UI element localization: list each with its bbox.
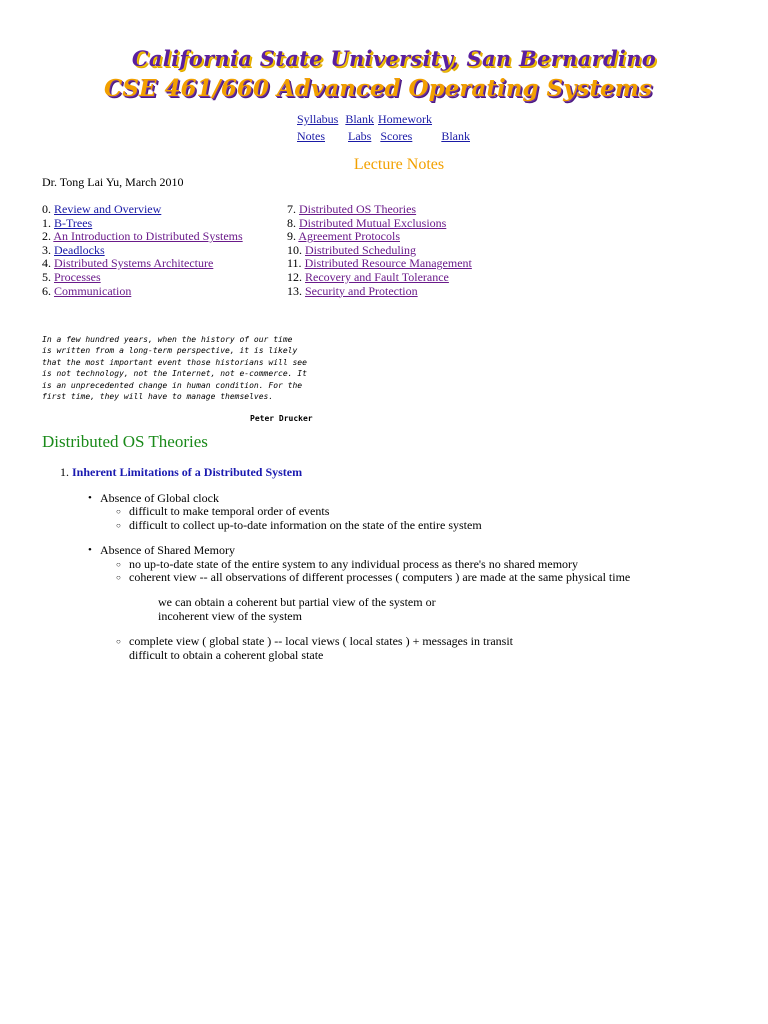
toc-left-column <box>42 203 243 298</box>
toc-item <box>42 230 243 244</box>
sub-list-item: ○ difficult to collect up-to-date information on the state of the entire system <box>88 519 630 532</box>
sub-list-item: ○ coherent view -- all observations of different processes ( computers ) are made at the same physical time <box>88 571 630 584</box>
quote-line: that the most important event those historians will see <box>42 357 307 367</box>
toc-num: 11. <box>287 256 302 271</box>
toc-link[interactable]: Distributed Scheduling <box>305 242 416 257</box>
toc-item <box>42 244 243 258</box>
course-title: CSE 461/660 Advanced Operating Systems <box>104 75 652 102</box>
toc-link[interactable]: Distributed Mutual Exclusions <box>299 215 447 230</box>
sub-list-item: ○ difficult to make temporal order of events <box>88 505 630 518</box>
toc-num: 10. <box>287 242 302 257</box>
university-title: California State University, San Bernardino <box>131 46 657 71</box>
quote-line: is an unprecedented change in human condition. For the <box>42 380 303 390</box>
content-list <box>88 492 630 662</box>
toc-num: 5. <box>42 269 51 284</box>
sub-list-item: ○ complete view ( global state ) -- local views ( local states ) + messages in transit <box>88 635 630 648</box>
toc-link[interactable]: Security and Protection <box>305 283 418 298</box>
toc-link[interactable]: Deadlocks <box>54 242 105 257</box>
toc-num: 8. <box>287 215 296 230</box>
toc-item <box>42 257 243 271</box>
nav-scores-link[interactable]: Scores <box>380 129 413 143</box>
toc-item <box>287 271 472 285</box>
toc-link[interactable]: Processes <box>54 269 101 284</box>
quote-line: is not technology, not the Internet, not e-commerce. It <box>42 369 307 379</box>
toc-num: 7. <box>287 202 296 216</box>
toc-item <box>287 203 472 217</box>
toc-item <box>287 285 472 299</box>
toc-num: 0. <box>42 202 51 216</box>
toc-link[interactable]: Communication <box>54 283 132 298</box>
toc-item <box>287 244 472 258</box>
nav-homework-link[interactable]: Homework <box>378 112 433 126</box>
toc-item <box>287 230 472 244</box>
section-title: Distributed OS Theories <box>42 432 208 451</box>
toc-link[interactable]: Distributed Resource Management <box>304 256 472 271</box>
nav-notes-link[interactable]: Notes <box>297 129 325 143</box>
subsection-number: 1. <box>60 465 69 479</box>
continuation-line: difficult to obtain a coherent global state <box>129 647 324 662</box>
toc-link[interactable]: Distributed Systems Architecture <box>54 256 214 271</box>
quote-line: first time, they will have to manage themselves. <box>42 392 274 402</box>
nav-blank-link-2[interactable]: Blank <box>441 129 470 143</box>
list-item: • Absence of Global clock <box>88 492 630 505</box>
toc-link[interactable]: Recovery and Fault Tolerance <box>305 269 449 284</box>
subsection-title: Inherent Limitations of a Distributed System <box>72 465 303 479</box>
quote-author: Peter Drucker <box>250 414 313 423</box>
toc-num: 6. <box>42 283 51 298</box>
toc-link[interactable]: B-Trees <box>54 215 93 230</box>
toc-item <box>287 257 472 271</box>
toc-num: 9. <box>287 229 296 244</box>
nav-syllabus-link[interactable]: Syllabus <box>297 112 339 126</box>
toc-num: 2. <box>42 229 51 244</box>
author-line: Dr. Tong Lai Yu, March 2010 <box>42 175 184 189</box>
toc-num: 12. <box>287 269 302 284</box>
subsection-heading <box>60 465 302 480</box>
toc-link[interactable]: Review and Overview <box>54 202 162 216</box>
toc-item <box>42 217 243 231</box>
toc-num: 3. <box>42 242 51 257</box>
lecture-notes-heading: Lecture Notes <box>353 156 445 173</box>
toc-item <box>287 217 472 231</box>
nav-labs-link[interactable]: Labs <box>348 129 372 143</box>
sub-list-item: ○ no up-to-date state of the entire system to any individual process as there's no shared memory <box>88 558 630 571</box>
list-item: • Absence of Shared Memory <box>88 544 630 557</box>
quote-line: In a few hundred years, when the history of our time <box>42 335 293 344</box>
drucker-quote <box>42 334 332 402</box>
toc-num: 13. <box>287 283 302 298</box>
toc-item <box>42 285 243 299</box>
nav-blank-link[interactable]: Blank <box>345 112 375 126</box>
toc-num: 1. <box>42 215 51 230</box>
quote-line: is written from a long-term perspective, it is likely <box>42 346 298 356</box>
note-line: incoherent view of the system <box>158 608 302 623</box>
toc-num: 4. <box>42 256 51 271</box>
toc-link[interactable]: Distributed OS Theories <box>299 202 417 216</box>
toc-item <box>42 271 243 285</box>
note-line: we can obtain a coherent but partial view of the system or <box>158 595 436 610</box>
toc-right-column <box>287 203 472 298</box>
course-nav <box>297 111 474 145</box>
toc-link[interactable]: Agreement Protocols <box>298 229 400 244</box>
toc-item <box>42 203 243 217</box>
toc-link[interactable]: An Introduction to Distributed Systems <box>53 229 243 244</box>
